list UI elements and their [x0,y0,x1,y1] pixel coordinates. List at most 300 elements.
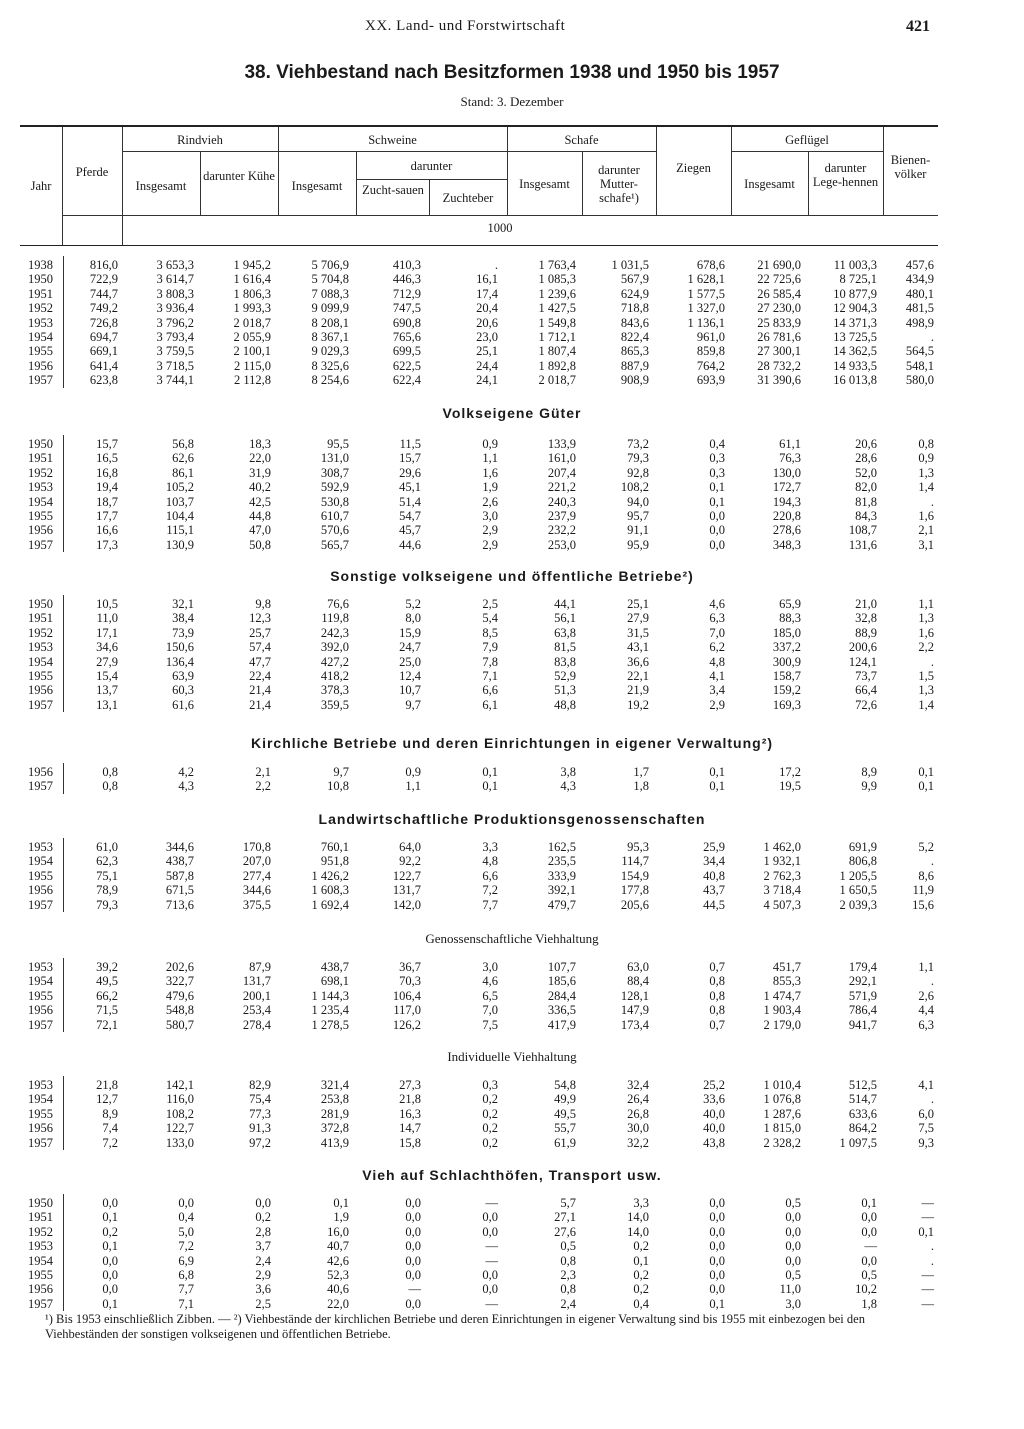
row-year: 1953 [28,960,53,974]
table-cell: 806,8 [848,854,877,869]
row-year: 1955 [28,868,53,883]
table-cell: 61,9 [554,1135,576,1150]
table-cell: 124,1 [848,654,877,669]
table-cell: . [930,1239,934,1254]
table-cell: 567,9 [620,272,649,287]
table-cell: 75,4 [249,1092,271,1107]
row-year: 1956 [28,1121,53,1136]
table-cell: 73,9 [172,625,194,640]
table-cell: 142,0 [392,897,421,912]
table-cell: 9,7 [333,765,349,779]
table-cell: 253,8 [320,1092,349,1107]
row-year: 1956 [28,523,53,538]
table-cell: 17,7 [96,509,118,523]
table-cell: 91,1 [627,523,649,538]
table-cell: 76,6 [327,597,349,611]
table-cell: 12,3 [249,611,271,626]
table-cell: 669,1 [89,344,118,359]
table-cell: 6,0 [918,1106,934,1121]
table-row [20,344,938,358]
table-cell: 103,7 [165,494,194,509]
table-row [20,509,938,523]
table-cell: 105,2 [165,480,194,495]
table-cell: 25,2 [703,1078,725,1092]
table-cell: 6,5 [482,988,498,1003]
row-year: 1955 [28,1268,53,1282]
table-cell: 0,0 [709,509,725,523]
table-cell: 0,5 [785,1196,801,1210]
table-cell: 44,8 [249,509,271,523]
table-row [20,779,938,793]
header-schw-zuchtsauen: Zucht-sauen [362,183,424,197]
table-cell: 40,7 [327,1239,349,1254]
table-cell: 1,1 [918,597,934,611]
table-cell: 64,0 [399,840,421,854]
row-year: 1953 [28,480,53,495]
table-cell: 0,1 [102,1210,118,1225]
table-cell: 0,0 [785,1224,801,1239]
table-cell: 0,8 [560,1253,576,1268]
table-row [20,655,938,669]
table-cell: 333,9 [547,868,576,883]
table-cell: 22,4 [249,669,271,683]
header-gefluegel: Geflügel [785,133,829,147]
table-cell: 10,5 [96,597,118,611]
table-cell: 21,4 [249,697,271,712]
table-cell: 11,0 [96,611,118,626]
table-cell: 24,4 [476,358,498,373]
table-cell: 7,8 [482,654,498,669]
table-cell: 72,1 [96,1017,118,1032]
table-cell: 2 055,9 [233,330,271,344]
table-cell: 690,8 [392,315,421,330]
table-cell: 726,8 [89,315,118,330]
table-row [20,669,938,683]
table-row [20,359,938,373]
table-cell: 0,4 [178,1210,194,1225]
table-cell: 15,7 [399,451,421,466]
table-cell: 8,0 [405,611,421,626]
table-cell: 0,1 [861,1196,877,1210]
table-cell: 70,3 [399,974,421,989]
table-cell: 82,9 [249,1078,271,1092]
table-cell: 5,7 [560,1196,576,1210]
table-cell: 0,4 [709,437,725,451]
table-cell: 451,7 [772,960,801,974]
table-row [20,869,938,883]
table-cell: 344,6 [242,883,271,898]
row-year: 1950 [28,597,53,611]
table-cell: 3,0 [482,960,498,974]
table-cell: 7,1 [482,669,498,683]
table-cell: . [494,258,498,272]
table-cell: 410,3 [392,258,421,272]
table-cell: 0,1 [482,779,498,794]
table-cell: 14,7 [399,1121,421,1136]
table-cell: 0,8 [560,1282,576,1297]
table-cell: 12,4 [399,669,421,683]
table-cell: 0,5 [861,1268,877,1282]
table-cell: 9 029,3 [311,344,349,359]
table-cell: 9 099,9 [311,301,349,316]
table-cell: 16,5 [96,451,118,466]
table-cell: 194,3 [772,494,801,509]
table-cell: 9,7 [405,697,421,712]
table-cell: 438,7 [165,854,194,869]
table-cell: 205,6 [620,897,649,912]
table-cell: 27,9 [96,654,118,669]
table-cell: 10,7 [399,683,421,698]
table-cell: 2,6 [482,494,498,509]
table-cell: 240,3 [547,494,576,509]
row-year: 1954 [28,854,53,869]
table-row [20,854,938,868]
table-cell: 0,1 [709,779,725,794]
table-cell: 2,8 [255,1224,271,1239]
table-cell: 45,1 [399,480,421,495]
table-cell: 0,7 [709,1017,725,1032]
table-cell: 8 208,1 [311,315,349,330]
table-cell: 94,0 [627,494,649,509]
table-cell: 11,0 [779,1282,801,1297]
table-cell: 0,0 [255,1196,271,1210]
table-row [20,883,938,897]
table-cell: 0,0 [709,1210,725,1225]
table-cell: 7,0 [482,1003,498,1018]
table-row [20,316,938,330]
table-cell: 0,2 [633,1239,649,1254]
row-year: 1950 [28,1196,53,1210]
table-cell: 5 706,9 [311,258,349,272]
table-cell: 20,4 [476,301,498,316]
table-cell: . [930,1253,934,1268]
table-row [20,1092,938,1106]
table-cell: 3,3 [482,840,498,854]
header-schw-darunter: darunter [410,159,453,173]
table-cell: 6,1 [482,697,498,712]
table-cell: 693,9 [696,373,725,388]
table-cell: 570,6 [320,523,349,538]
table-cell: 32,8 [855,611,877,626]
row-year: 1952 [28,301,53,316]
table-cell: 14 371,3 [833,315,877,330]
header-pferde: Pferde [75,165,109,179]
table-cell: 8,9 [861,765,877,779]
table-cell: 91,3 [249,1121,271,1136]
table-cell: 2,9 [482,523,498,538]
table-cell: 0,2 [482,1092,498,1107]
table-row [20,538,938,552]
table-cell: 2 039,3 [839,897,877,912]
table-cell: 1,3 [918,611,934,626]
table-cell: 698,1 [320,974,349,989]
table-cell: 0,9 [405,765,421,779]
table-cell: 623,8 [89,373,118,388]
table-cell: 44,1 [554,597,576,611]
table-cell: 0,2 [102,1224,118,1239]
table-cell: 0,0 [709,1239,725,1254]
table-cell: 202,6 [165,960,194,974]
table-cell: 1,9 [482,480,498,495]
table-cell: 1 712,1 [538,330,576,344]
table-cell: 0,0 [709,1282,725,1297]
table-cell: 0,0 [102,1196,118,1210]
table-cell: 3 614,7 [156,272,194,287]
table-row [20,466,938,480]
table-cell: 57,4 [249,640,271,655]
table-cell: 2,5 [255,1296,271,1311]
table-cell: 2,2 [918,640,934,655]
table-cell: 23,0 [476,330,498,344]
table-cell: 63,0 [627,960,649,974]
table-cell: 1 327,0 [687,301,725,316]
table-cell: 54,7 [399,509,421,523]
table-cell: 6,2 [709,640,725,655]
table-cell: 822,4 [620,330,649,344]
table-cell: 855,3 [772,974,801,989]
table-row [20,698,938,712]
table-cell: 699,5 [392,344,421,359]
table-cell: 0,2 [482,1135,498,1150]
row-year: 1954 [28,1253,53,1268]
table-row [20,898,938,912]
table-cell: 200,1 [242,988,271,1003]
row-year: 1953 [28,315,53,330]
table-cell: 0,3 [709,465,725,480]
table-cell: 284,4 [547,988,576,1003]
table-cell: 308,7 [320,465,349,480]
table-cell: 4,6 [482,974,498,989]
table-cell: 0,8 [918,437,934,451]
table-cell: 0,1 [333,1196,349,1210]
table-cell: 2,4 [560,1296,576,1311]
table-cell: 622,4 [392,373,421,388]
table-cell: 2,1 [255,765,271,779]
table-cell: 29,6 [399,465,421,480]
table-cell: 45,7 [399,523,421,538]
table-cell: 565,7 [320,537,349,552]
row-year: 1957 [28,373,53,388]
table-cell: 908,9 [620,373,649,388]
table-cell: 0,5 [560,1239,576,1254]
table-cell: 0,0 [405,1239,421,1254]
table-cell: 1,6 [918,625,934,640]
header-schw-zuchteber: Zuchteber [442,191,494,205]
table-row [20,597,938,611]
table-cell: — [864,1239,877,1254]
table-cell: 0,7 [709,960,725,974]
table-row [20,330,938,344]
table-cell: 16,3 [399,1106,421,1121]
table-cell: 119,8 [321,611,349,626]
table-cell: 25,9 [703,840,725,854]
table-cell: 95,5 [327,437,349,451]
table-cell: 7,2 [178,1239,194,1254]
table-cell: 0,0 [405,1268,421,1282]
table-cell: 0,9 [918,451,934,466]
table-cell: 19,5 [779,779,801,794]
table-cell: 372,8 [320,1121,349,1136]
table-cell: 235,5 [547,854,576,869]
row-year: 1950 [28,437,53,451]
table-cell: 130,0 [772,465,801,480]
table-cell: 47,7 [249,654,271,669]
table-cell: 0,9 [482,437,498,451]
section-title: Volkseigene Güter [442,405,582,421]
table-cell: 27,1 [554,1210,576,1225]
table-cell: 0,8 [102,779,118,794]
table-cell: 1,1 [405,779,421,794]
table-cell: 43,7 [703,883,725,898]
table-cell: 116,0 [166,1092,194,1107]
table-row [20,437,938,451]
table-row [20,373,938,387]
table-cell: 0,3 [482,1078,498,1092]
table-cell: 0,1 [709,765,725,779]
table-cell: 26 781,6 [757,330,801,344]
table-cell: 1 692,4 [311,897,349,912]
table-cell: 512,5 [848,1078,877,1092]
table-row [20,451,938,465]
table-cell: 3 808,3 [156,286,194,301]
table-cell: — [485,1196,498,1210]
table-cell: 9,8 [255,597,271,611]
table-cell: 6,9 [178,1253,194,1268]
table-cell: 2,6 [918,988,934,1003]
table-row [20,272,938,286]
table-cell: 22,0 [327,1296,349,1311]
table-cell: 26 585,4 [757,286,801,301]
table-cell: 207,4 [547,465,576,480]
table-cell: 7,1 [178,1296,194,1311]
table-cell: 4,3 [560,779,576,794]
table-cell: 66,4 [855,683,877,698]
table-cell: 1,3 [918,683,934,698]
table-cell: 7,2 [482,883,498,898]
table-cell: 173,4 [620,1017,649,1032]
table-cell: 84,3 [855,509,877,523]
table-cell: 1 278,5 [311,1017,349,1032]
table-cell: . [930,854,934,869]
table-cell: 580,0 [905,373,934,388]
table-cell: 43,8 [703,1135,725,1150]
table-cell: 1 815,0 [763,1121,801,1136]
table-cell: 1 287,6 [763,1106,801,1121]
table-cell: 3,0 [785,1296,801,1311]
table-cell: 281,9 [320,1106,349,1121]
table-cell: 0,1 [918,765,934,779]
table-cell: 427,2 [320,654,349,669]
table-cell: 8 725,1 [839,272,877,287]
row-year: 1957 [28,697,53,712]
table-cell: 1,9 [333,1210,349,1225]
table-cell: 321,4 [320,1078,349,1092]
table-cell: 712,9 [392,286,421,301]
table-cell: 40,2 [249,480,271,495]
table-cell: — [408,1282,421,1297]
table-cell: 0,0 [482,1282,498,1297]
table-cell: 76,3 [779,451,801,466]
table-cell: 133,9 [547,437,576,451]
table-cell: 1 427,5 [538,301,576,316]
table-cell: 718,8 [620,301,649,316]
table-cell: 1 577,5 [687,286,725,301]
table-cell: . [930,1092,934,1107]
table-cell: 40,0 [703,1106,725,1121]
table-cell: 14,0 [627,1210,649,1225]
table-cell: 33,6 [703,1092,725,1107]
table-cell: 392,0 [320,640,349,655]
row-year: 1955 [28,509,53,523]
table-cell: 13,7 [96,683,118,698]
table-cell: 8,9 [102,1106,118,1121]
row-year: 1954 [28,330,53,344]
table-cell: — [921,1282,934,1297]
table-cell: 11,5 [399,437,421,451]
table-cell: 1 031,5 [611,258,649,272]
table-cell: 1 239,6 [538,286,576,301]
table-cell: 375,5 [242,897,271,912]
table-cell: 52,3 [327,1268,349,1282]
table-cell: 7 088,3 [311,286,349,301]
table-cell: 92,8 [627,465,649,480]
table-cell: 79,3 [96,897,118,912]
table-cell: 71,5 [96,1003,118,1018]
table-title: 38. Viehbestand nach Besitzformen 1938 und 1950 bis 1957 [244,62,780,83]
table-cell: 36,7 [399,960,421,974]
table-cell: 413,9 [320,1135,349,1150]
table-cell: 61,1 [779,437,801,451]
table-cell: 3,8 [560,765,576,779]
table-cell: 3 796,2 [156,315,194,330]
table-cell: 12 904,3 [833,301,877,316]
table-cell: 17,3 [96,537,118,552]
section-subtitle: Individuelle Viehhaltung [447,1049,577,1064]
table-cell: 10 877,9 [833,286,877,301]
table-cell: 14 362,5 [833,344,877,359]
table-cell: 0,5 [785,1268,801,1282]
table-cell: 4,8 [709,654,725,669]
table-cell: 0,0 [102,1253,118,1268]
table-cell: 1 807,4 [538,344,576,359]
row-year: 1952 [28,625,53,640]
table-cell: 15,7 [96,437,118,451]
table-cell: 580,7 [165,1017,194,1032]
row-year: 1951 [28,611,53,626]
table-cell: 4,6 [709,597,725,611]
table-cell: 253,0 [547,537,576,552]
table-cell: 13,1 [96,697,118,712]
header-gefl-legehennen: darunter Lege-hennen [812,161,879,189]
table-cell: 7,7 [178,1282,194,1297]
table-cell: 78,9 [96,883,118,898]
table-cell: 1 903,4 [763,1003,801,1018]
table-cell: 1 205,5 [839,868,877,883]
table-cell: 27,6 [554,1224,576,1239]
table-cell: 344,6 [165,840,194,854]
row-year: 1951 [28,451,53,466]
table-cell: 7,2 [102,1135,118,1150]
row-year: 1955 [28,669,53,683]
table-cell: 0,0 [102,1282,118,1297]
table-cell: 1 932,1 [763,854,801,869]
table-cell: 0,8 [709,1003,725,1018]
table-cell: 8,5 [482,625,498,640]
table-cell: 26,8 [627,1106,649,1121]
table-cell: 1 462,0 [763,840,801,854]
table-cell: 19,4 [96,480,118,495]
table-cell: — [921,1196,934,1210]
